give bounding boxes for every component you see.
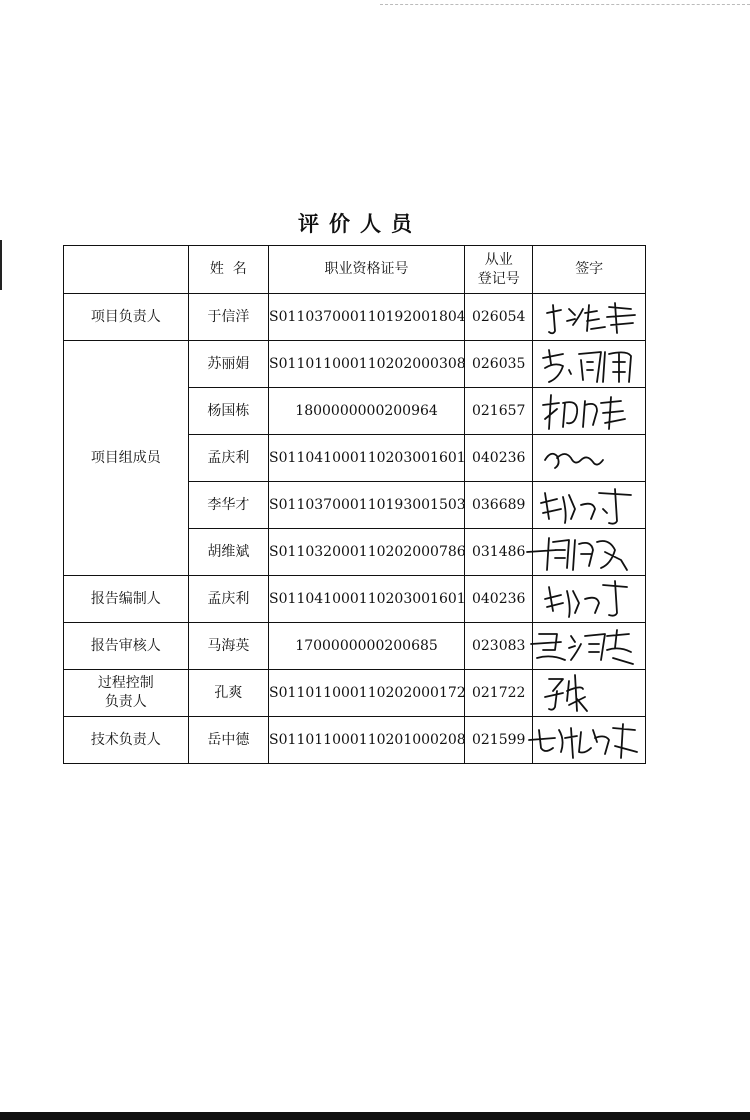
scan-artifact-bottom xyxy=(0,1112,750,1120)
signature-cell xyxy=(533,482,646,529)
table-row xyxy=(64,576,646,623)
name-cell: 孟庆利 xyxy=(188,576,268,623)
signature-cell xyxy=(533,435,646,482)
reg-cell: 023083 xyxy=(465,623,533,670)
page-title: 评价人员 xyxy=(298,211,422,236)
role-cell: 报告审核人 xyxy=(64,623,189,670)
reg-cell: 021657 xyxy=(465,388,533,435)
handwritten-signature xyxy=(535,624,643,668)
handwritten-signature xyxy=(535,671,643,715)
role-cell: 过程控制 负责人 xyxy=(64,670,189,717)
cert-cell: 1700000000200685 xyxy=(269,623,465,670)
staff-table xyxy=(63,245,646,764)
role-cell: 项目组成员 xyxy=(64,341,189,576)
handwritten-signature xyxy=(535,530,643,574)
handwritten-signature xyxy=(535,389,643,433)
name-cell: 苏丽娟 xyxy=(188,341,268,388)
role-cell: 技术负责人 xyxy=(64,717,189,764)
reg-cell: 040236 xyxy=(465,435,533,482)
cert-cell: S011037000110192001804 xyxy=(269,294,465,341)
reg-cell: 021722 xyxy=(465,670,533,717)
table-header-row xyxy=(64,246,646,294)
name-cell: 孔爽 xyxy=(188,670,268,717)
signature-cell xyxy=(533,576,646,623)
header-cert: 职业资格证号 xyxy=(269,246,465,294)
cert-cell: S011041000110203001601 xyxy=(269,576,465,623)
header-name: 姓 名 xyxy=(188,246,268,294)
table-row xyxy=(64,294,646,341)
role-cell: 项目负责人 xyxy=(64,294,189,341)
cert-cell: S011011000110201000208 xyxy=(269,717,465,764)
handwritten-signature xyxy=(535,718,643,762)
handwritten-signature xyxy=(535,483,643,527)
header-role xyxy=(64,246,189,294)
name-cell: 杨国栋 xyxy=(188,388,268,435)
cert-cell: S011011000110202000172 xyxy=(269,670,465,717)
name-cell: 李华才 xyxy=(188,482,268,529)
name-cell: 马海英 xyxy=(188,623,268,670)
handwritten-signature xyxy=(535,295,643,339)
header-sign: 签字 xyxy=(533,246,646,294)
signature-cell xyxy=(533,341,646,388)
table-row xyxy=(64,341,646,388)
name-cell: 岳中德 xyxy=(188,717,268,764)
reg-cell: 031486 xyxy=(465,529,533,576)
cert-cell: S011011000110202000308 xyxy=(269,341,465,388)
scan-artifact-left xyxy=(0,240,2,290)
table-row xyxy=(64,717,646,764)
role-cell: 报告编制人 xyxy=(64,576,189,623)
reg-cell: 036689 xyxy=(465,482,533,529)
handwritten-signature xyxy=(535,436,643,480)
cert-cell: 1800000000200964 xyxy=(269,388,465,435)
table-row xyxy=(64,623,646,670)
header-reg: 从业 登记号 xyxy=(465,246,533,294)
reg-cell: 040236 xyxy=(465,576,533,623)
signature-cell xyxy=(533,294,646,341)
scan-artifact-top xyxy=(380,4,750,6)
signature-cell xyxy=(533,717,646,764)
signature-cell xyxy=(533,670,646,717)
name-cell: 胡维斌 xyxy=(188,529,268,576)
reg-cell: 026054 xyxy=(465,294,533,341)
name-cell: 孟庆利 xyxy=(188,435,268,482)
handwritten-signature xyxy=(535,577,643,621)
name-cell: 于信洋 xyxy=(188,294,268,341)
cert-cell: S011041000110203001601 xyxy=(269,435,465,482)
cert-cell: S011037000110193001503 xyxy=(269,482,465,529)
reg-cell: 021599 xyxy=(465,717,533,764)
signature-cell xyxy=(533,623,646,670)
reg-cell: 026035 xyxy=(465,341,533,388)
signature-cell xyxy=(533,529,646,576)
signature-cell xyxy=(533,388,646,435)
handwritten-signature xyxy=(535,342,643,386)
cert-cell: S011032000110202000786 xyxy=(269,529,465,576)
table-row xyxy=(64,670,646,717)
